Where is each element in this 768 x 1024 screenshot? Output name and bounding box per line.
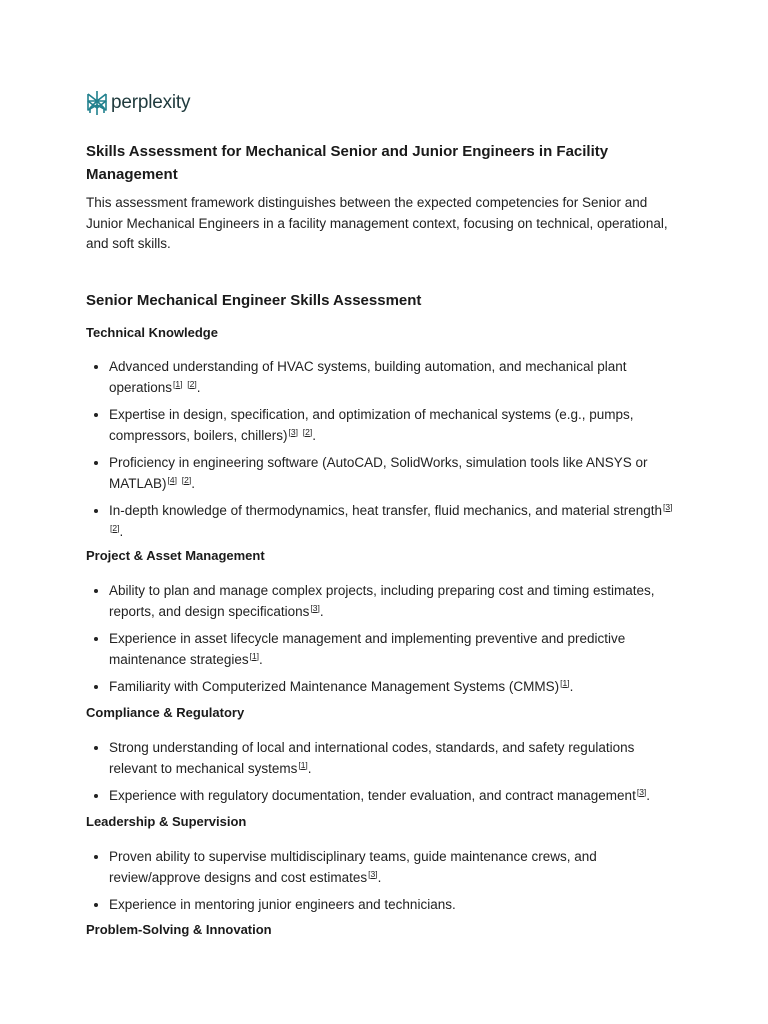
list-item: Advanced understanding of HVAC systems, building automation, and mechanical plant operations[1] [2]. bbox=[86, 356, 686, 398]
document-intro: This assessment framework distinguishes between the expected competencies for Senior and Junior Mechanical Engineers in a facility management context, focusing on technical, operational, and soft skills. bbox=[86, 195, 668, 251]
project-asset-management-list bbox=[86, 580, 686, 703]
list-item: Familiarity with Computerized Maintenance Management Systems (CMMS)[1]. bbox=[86, 676, 686, 697]
list-item: Strong understanding of local and international codes, standards, and safety regulations relevant to mechanical systems[1]. bbox=[86, 737, 686, 779]
perplexity-logo bbox=[86, 89, 190, 117]
citation-link[interactable]: [2] bbox=[187, 378, 197, 389]
brand-name: perplexity bbox=[111, 92, 191, 113]
document-title: Skills Assessment for Mechanical Senior and Junior Engineers in Facility Management bbox=[86, 143, 609, 183]
list-item: Proven ability to supervise multidisciplinary teams, guide maintenance crews, and review/approve designs and cost estimates[3]. bbox=[86, 846, 686, 888]
list-item: Experience in asset lifecycle management and implementing preventive and predictive maintenance strategies[1]. bbox=[86, 628, 686, 670]
list-item: Proficiency in engineering software (AutoCAD, SolidWorks, simulation tools like ANSYS or MATLAB)[4] [2]. bbox=[86, 452, 686, 494]
list-item: Expertise in design, specification, and optimization of mechanical systems (e.g., pumps, compressors, boilers, chillers)[3] [2]. bbox=[86, 404, 686, 446]
technical-knowledge-list bbox=[86, 356, 686, 548]
list-item: Ability to plan and manage complex projects, including preparing cost and timing estimates, reports, and design specifications[3]. bbox=[86, 580, 686, 622]
list-item-text: Advanced understanding of HVAC systems, building automation, and mechanical plant operations bbox=[109, 359, 627, 395]
list-item-text: Experience in mentoring junior engineers and technicians. bbox=[109, 897, 456, 912]
citation-link[interactable]: [1] bbox=[298, 759, 308, 770]
citation-link[interactable]: [3] bbox=[663, 501, 673, 512]
citation-link[interactable]: [2] bbox=[110, 522, 120, 533]
citation-link[interactable]: [3] bbox=[288, 426, 298, 437]
subsection-title-technical-knowledge: Technical Knowledge bbox=[86, 325, 218, 340]
section-title: Senior Mechanical Engineer Skills Assessment bbox=[86, 292, 422, 309]
citation-link[interactable]: [2] bbox=[181, 474, 192, 485]
citation-link[interactable]: [2] bbox=[302, 426, 313, 437]
leadership-supervision-list bbox=[86, 846, 686, 921]
subsection-title-leadership-supervision: Leadership & Supervision bbox=[86, 814, 247, 829]
list-item-text: Strong understanding of local and international codes, standards, and safety regulations relevant to mechanical systems bbox=[109, 740, 635, 776]
perplexity-logo-icon bbox=[86, 90, 108, 116]
list-item-text: Ability to plan and manage complex projects, including preparing cost and timing estimates, reports, and design specifications bbox=[109, 583, 655, 619]
list-item: In-depth knowledge of thermodynamics, heat transfer, fluid mechanics, and material strength[3] [2]. bbox=[86, 500, 686, 542]
list-item-text: Experience with regulatory documentation, tender evaluation, and contract management bbox=[109, 788, 636, 803]
list-item-text: Expertise in design, specification, and optimization of mechanical systems (e.g., pumps, compressors, boilers, chillers) bbox=[109, 407, 634, 443]
subsection-title-project-asset-management: Project & Asset Management bbox=[86, 548, 265, 563]
citation-link[interactable]: [3] bbox=[636, 786, 647, 797]
list-item-text: Familiarity with Computerized Maintenance Management Systems (CMMS) bbox=[109, 679, 560, 694]
list-item: Experience with regulatory documentation, tender evaluation, and contract management[3]. bbox=[86, 785, 686, 806]
list-item-text: In-depth knowledge of thermodynamics, heat transfer, fluid mechanics, and material strength bbox=[109, 503, 663, 518]
citation-link[interactable]: [1] bbox=[560, 677, 570, 688]
citation-link[interactable]: [4] bbox=[167, 474, 177, 485]
citation-link[interactable]: [3] bbox=[310, 602, 320, 613]
compliance-regulatory-list bbox=[86, 737, 686, 812]
list-item-text: Experience in asset lifecycle management and implementing preventive and predictive maintenance strategies bbox=[109, 631, 626, 667]
citation-link[interactable]: [1] bbox=[249, 650, 260, 661]
subsection-title-compliance-regulatory: Compliance & Regulatory bbox=[86, 705, 245, 720]
citation-link[interactable]: [3] bbox=[368, 868, 378, 879]
list-item-text: Proficiency in engineering software (AutoCAD, SolidWorks, simulation tools like ANSYS or MATLAB) bbox=[109, 455, 648, 491]
list-item bbox=[86, 894, 686, 915]
citation-link[interactable]: [1] bbox=[173, 378, 183, 389]
list-item-text: Proven ability to supervise multidisciplinary teams, guide maintenance crews, and review/approve designs and cost estimates bbox=[109, 849, 597, 885]
subsection-title-problem-solving-innovation: Problem-Solving & Innovation bbox=[86, 922, 272, 937]
